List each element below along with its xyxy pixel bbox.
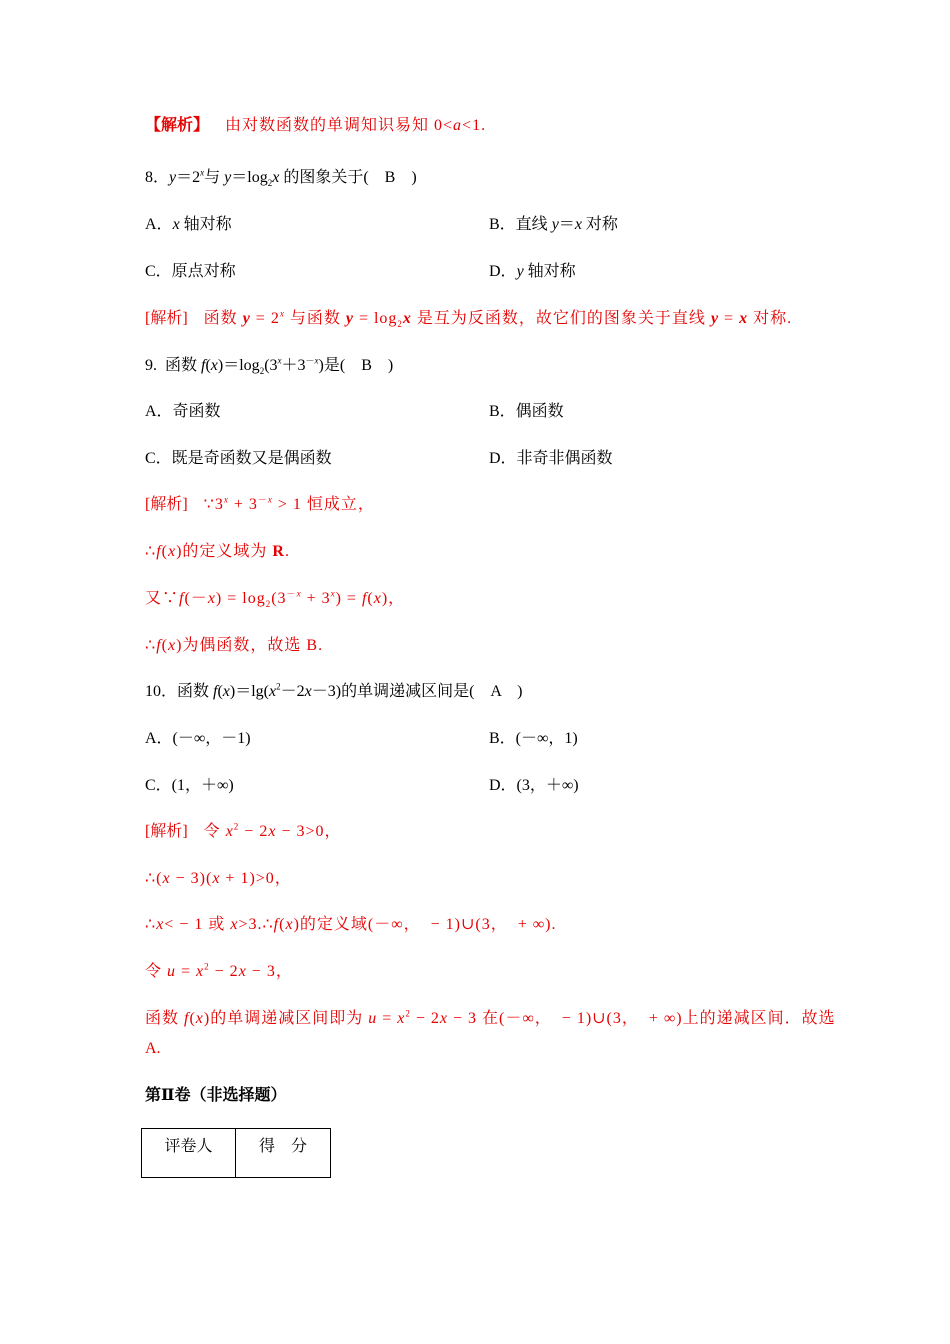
solution-9-line-2: ∴f(x)的定义域为 R. <box>145 543 290 560</box>
table-row <box>142 1129 331 1178</box>
solution-tag: 【解析】 <box>145 117 210 134</box>
q10-option-d: D．(3，＋∞) <box>489 777 579 794</box>
solution-9-line-3: 又∵f(－x) = $\log_2(3^{-x} + 3^x) = f(x)$， <box>145 588 406 610</box>
question-8: 8．$y=2^x$与 $y=\log_2x$ 的图象关于( B ) <box>145 167 417 189</box>
score-cell: 得 分 <box>236 1129 331 1178</box>
solution-10-line-2: ∴(x − 3)(x + 1)>0， <box>145 870 292 887</box>
q10-option-c: C．(1，＋∞) <box>145 777 234 794</box>
solution-text: 函数 $y = 2^x$ 与函数 $y = \log_2x$ 是互为反函数，故它们的图象关于直线 y = x 对称. <box>203 308 793 330</box>
solution-9-line-4: ∴f(x)为偶函数，故选 B. <box>145 637 324 654</box>
solution-tag: [解析] <box>145 823 188 840</box>
solution-9 <box>145 494 375 516</box>
solution-8 <box>145 308 792 330</box>
grader-cell: 评卷人 <box>142 1129 236 1178</box>
q9-option-c: C．既是奇函数又是偶函数 <box>145 450 332 467</box>
q8-option-d: D．y 轴对称 <box>489 263 576 280</box>
q9-option-b: B．偶函数 <box>489 403 564 420</box>
solution-text: 由对数函数的单调知识易知 0<a<1. <box>225 117 487 134</box>
q10-option-a: A．(－∞，－1) <box>145 730 251 747</box>
question-9: 9. 函数 $f(x)=\log_2(3^x+3^{-x})$是( B ) <box>145 355 394 377</box>
solution-10-line-4: 令 $u = x^2 - 2x - 3$， <box>145 961 293 980</box>
solution-7 <box>145 115 486 137</box>
question-10: 10．函数 $f(x)=\lg(x^2-2x-3)$的单调递减区间是( A ) <box>145 681 523 700</box>
solution-line-1: $\because 3^x + 3^{-x} > 1$ 恒成立， <box>203 494 375 513</box>
grader-table <box>141 1128 331 1178</box>
solution-tag: [解析] <box>145 310 188 327</box>
q8-option-c: C．原点对称 <box>145 263 236 280</box>
q9-option-d: D．非奇非偶函数 <box>489 450 613 467</box>
solution-line-1: 令 $x^2 - 2x - 3>0$， <box>203 821 342 840</box>
solution-10-line-6: A. <box>145 1040 161 1057</box>
section-title: 第Ⅱ卷（非选择题） <box>145 1087 287 1104</box>
solution-10 <box>145 821 342 843</box>
q8-option-b: B．直线 y＝x 对称 <box>489 216 618 233</box>
solution-10-line-3: ∴x< − 1 或 x>3.∴f(x)的定义域(－∞， − 1)∪(3， + ∞). <box>145 916 557 933</box>
q9-option-a: A．奇函数 <box>145 403 221 420</box>
q8-option-a: A．x 轴对称 <box>145 216 232 233</box>
solution-tag: [解析] <box>145 496 188 513</box>
solution-10-line-5: 函数 f(x)的单调递减区间即为 $u = x^2 - 2x - 3$ 在(－∞， − 1)∪(3， + ∞)上的递减区间．故选 <box>145 1008 836 1027</box>
q10-option-b: B．(－∞，1) <box>489 730 578 747</box>
